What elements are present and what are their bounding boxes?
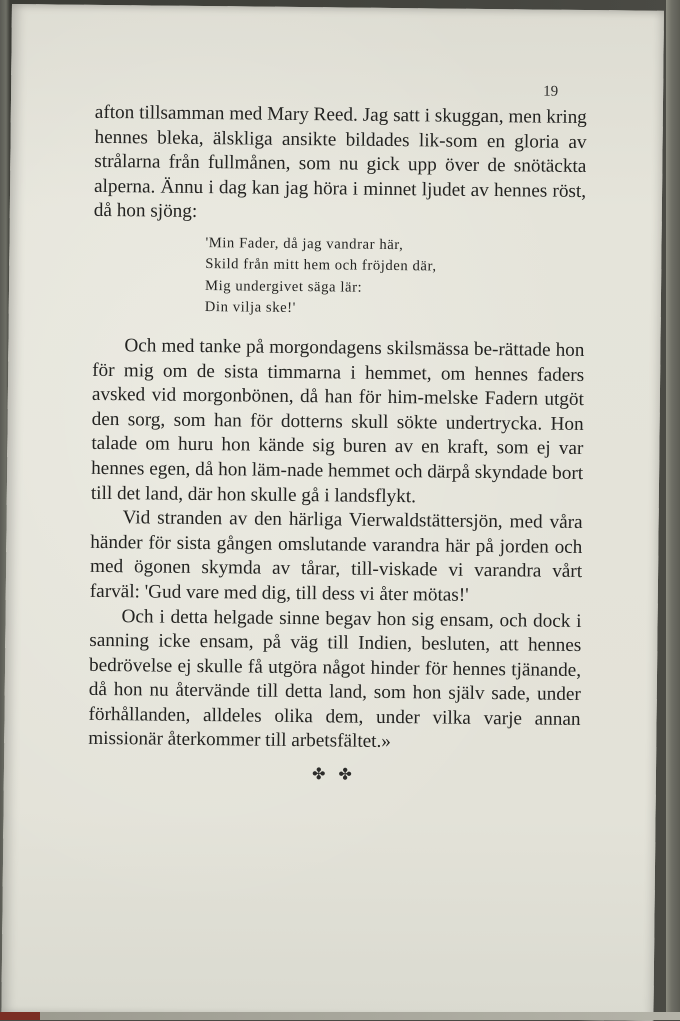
bottom-binding-strip	[0, 1012, 680, 1020]
paragraph-1: afton tillsamman med Mary Reed. Jag satt i skuggan, men kring hennes bleka, älskliga ansikte bildades lik-som en gloria av strålarna från fullmånen, som nu gick upp över de snötäckta alperna. Ännu i dag kan jag höra i minnet ljudet av hennes röst, då hon sjöng:	[93, 101, 587, 223]
paragraph-4: Och i detta helgade sinne begav hon sig ensam, och dock i sanning icke ensam, på väg till Indien, besluten, att hennes bedrövelse ej skulle få utgöra något hinder för hennes tjänande, då hon nu återvände till detta land, som hon själv sade, under förhållanden, alldeles olika dem, under vilka varje annan missionär återkommer till arbetsfältet.»	[88, 605, 582, 753]
book-page	[1, 4, 664, 1021]
paragraph-3: Vid stranden av den härliga Vierwaldstättersjön, med våra händer för sista gången omslutande varandra här på jorden och med ögonen skymda av tårar, till-viskade vi varandra vårt farväl: 'Gud vare med dig, till dess vi åter mötas!'	[89, 507, 583, 606]
book-cover-edge	[666, 0, 680, 1020]
page-body	[88, 101, 587, 790]
verse-line-2: Skild från mitt hem och fröjden där,	[205, 256, 437, 275]
verse-line-4: Din vilja ske!'	[204, 299, 296, 317]
verse-line-1: 'Min Fader, då jag vandrar här,	[205, 235, 404, 254]
verse-line-3: Mig undergivet säga lär:	[204, 278, 363, 296]
ornament-divider: ✤ ✤	[311, 764, 357, 784]
verse-block	[205, 233, 586, 323]
paragraph-2: Och med tanke på morgondagens skilsmässa be-rättade hon för mig om de sista timmarna i hemmet, om hennes faders avsked vid morgonbönen, då han för him-melske Fadern utgöt den sorg, som han för dotterns skull sökte undertrycka. Hon talade om huru hon kände sig buren av en kraft, som ej var hennes egen, då hon läm-nade hemmet och därpå skyndade bort till det land, där hon skulle gå i landsflykt.	[90, 335, 585, 507]
page-number: 19	[543, 83, 559, 100]
